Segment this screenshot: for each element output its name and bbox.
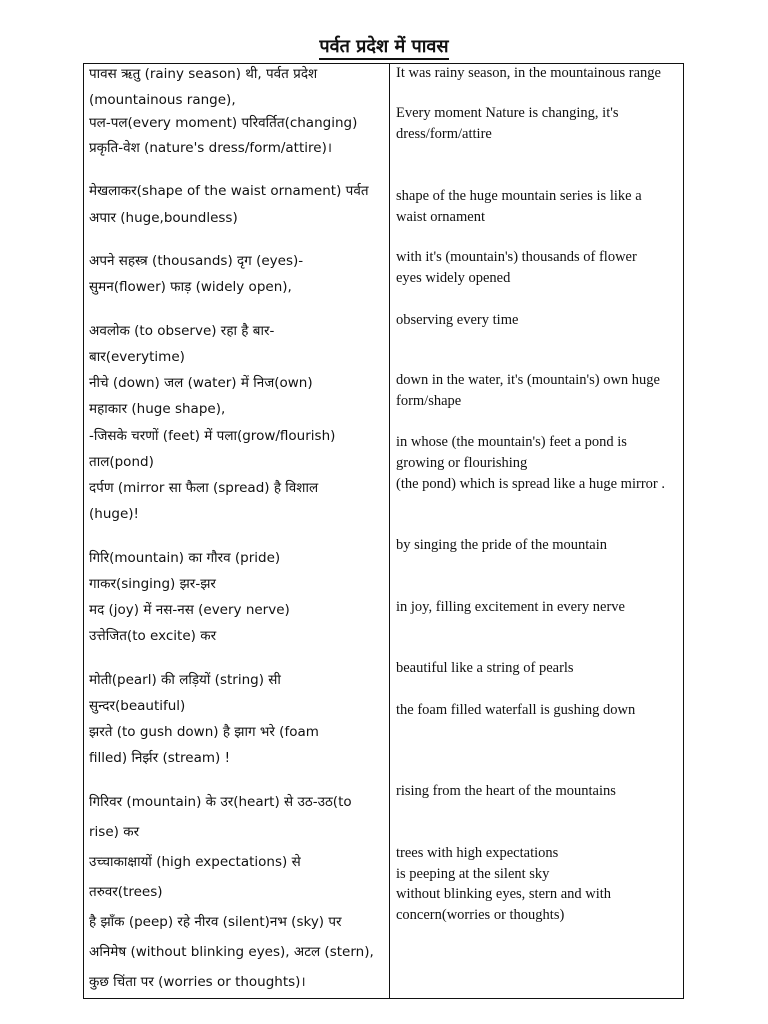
column-divider — [389, 63, 390, 999]
english-line: rising from the heart of the mountains — [396, 783, 616, 799]
hindi-line: rise) कर — [89, 824, 140, 840]
hindi-line: प्रकृति-वेश (nature's dress/form/attire)। — [89, 140, 332, 156]
hindi-line: गिरिवर (mountain) के उर(heart) से उठ-उठ(to — [89, 794, 352, 810]
hindi-line: filled) निर्झर (stream) ! — [89, 750, 230, 766]
hindi-line: (huge)! — [89, 506, 139, 522]
hindi-line: अवलोक (to observe) रहा है बार- — [89, 323, 275, 339]
hindi-line: कुछ चिंता पर (worries or thoughts)। — [89, 974, 306, 990]
hindi-line: -जिसके चरणों (feet) में पला(grow/flourish) — [89, 428, 336, 444]
hindi-line: ताल(pond) — [89, 454, 154, 470]
hindi-line: मोती(pearl) की लड़ियों (string) सी — [89, 672, 281, 688]
english-line: beautiful like a string of pearls — [396, 660, 574, 676]
english-line: in whose (the mountain's) feet a pond is — [396, 434, 627, 450]
hindi-line: दर्पण (mirror सा फैला (spread) है विशाल — [89, 480, 319, 496]
english-line: is peeping at the silent sky — [396, 866, 550, 882]
hindi-line: मेखलाकर(shape of the waist ornament) पर्वत — [89, 183, 369, 199]
english-line: shape of the huge mountain series is like a — [396, 188, 642, 204]
hindi-line: नीचे (down) जल (water) में निज(own) — [89, 375, 313, 391]
hindi-line: पावस ऋतु (rainy season) थी, पर्वत प्रदेश — [89, 66, 318, 82]
english-line: dress/form/attire — [396, 126, 492, 142]
english-line: in joy, filling excitement in every nerve — [396, 599, 625, 615]
hindi-line: अनिमेष (without blinking eyes), अटल (stern), — [89, 944, 374, 960]
hindi-line: झरते (to gush down) है झाग भरे (foam — [89, 724, 319, 740]
english-line: with it's (mountain's) thousands of flower — [396, 249, 637, 265]
english-line: down in the water, it's (mountain's) own huge — [396, 372, 660, 388]
hindi-line: उच्चाकाक्षायों (high expectations) से — [89, 854, 301, 870]
hindi-line: (mountainous range), — [89, 92, 236, 108]
hindi-line: अपार (huge,boundless) — [89, 210, 238, 226]
hindi-line: मद (joy) में नस-नस (every nerve) — [89, 602, 290, 618]
hindi-line: गाकर(singing) झर-झर — [89, 576, 216, 592]
english-line: by singing the pride of the mountain — [396, 537, 608, 553]
hindi-line: बार(everytime) — [89, 349, 185, 365]
english-line: concern(worries or thoughts) — [396, 907, 565, 923]
hindi-line: सुन्दर(beautiful) — [89, 698, 186, 714]
hindi-line: महाकार (huge shape), — [89, 401, 226, 417]
page-title-text: पर्वत प्रदेश में पावस — [319, 36, 448, 60]
hindi-line: है झाँक (peep) रहे नीरव (silent)नभ (sky) पर — [89, 914, 342, 930]
hindi-line: पल-पल(every moment) परिवर्तित(changing) — [89, 115, 358, 131]
english-line: It was rainy season, in the mountainous range — [396, 65, 661, 81]
english-line: Every moment Nature is changing, it's — [396, 105, 619, 121]
hindi-line: तरुवर(trees) — [89, 884, 163, 900]
page-title — [0, 34, 768, 58]
hindi-line: उत्तेजित(to excite) कर — [89, 628, 217, 644]
english-line: eyes widely opened — [396, 270, 511, 286]
english-line: without blinking eyes, stern and with — [396, 886, 612, 902]
english-line: the foam filled waterfall is gushing down — [396, 702, 636, 718]
english-line: growing or flourishing — [396, 455, 528, 471]
english-line: (the pond) which is spread like a huge mirror . — [396, 476, 665, 492]
english-line: trees with high expectations — [396, 845, 559, 861]
english-line: observing every time — [396, 312, 519, 328]
hindi-line: सुमन(flower) फाड़ (widely open), — [89, 279, 292, 295]
hindi-line: गिरि(mountain) का गौरव (pride) — [89, 550, 281, 566]
english-line: form/shape — [396, 393, 462, 409]
hindi-line: अपने सहस्त्र (thousands) दृग (eyes)- — [89, 253, 304, 269]
english-line: waist ornament — [396, 209, 485, 225]
